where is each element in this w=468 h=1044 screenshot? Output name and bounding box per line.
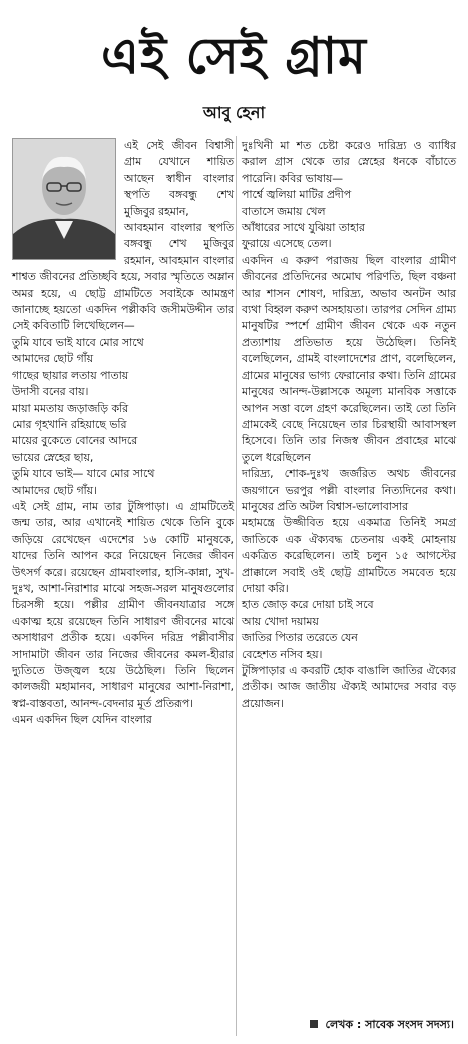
left-column [12, 138, 234, 729]
credit-text: সাবেক সংসদ সদস্য। [365, 1018, 454, 1031]
poem-line: ভায়ের স্নেহের ছায়, [12, 450, 94, 464]
paragraph: আবহমান বাংলার স্থপতি বঙ্গবন্ধু শেখ মুজিবুর রহমান, আবহমান বাংলার শাশ্বত জীবনের প্রতিচ্ছবি হয়ে, সবার স্মৃতিতে অম্লান অমর হয়ে, এ ছোট্ট গ্রামটিতে সবাইকে আমন্ত্রণ জানাচ্ছে হয়তো একদিন পল্লীকবি জসীমউদ্দীন তার সেই কবিতাটি লিখেছিলেন— [12, 221, 234, 333]
poem-line: আমাদের ছোট গাঁয় [12, 352, 94, 366]
poem-line: বাতাসে জমায় খেল [242, 204, 326, 218]
author-byline: আবু হেনা [202, 103, 266, 122]
paragraph: দারিদ্র্য, শোক-দুঃখ জর্জরিত অথচ জীবনের জয়গানে ভরপুর পল্লী বাংলার নিত্যদিনের কথা। মানুষের প্রতি অটল বিশ্বাস-ভালোবাসার [242, 467, 456, 513]
poem-line: হাত জোড় করে দোয়া চাই সবে [242, 598, 374, 612]
poem-line: আয় খোদা দয়াময় [242, 614, 319, 628]
paragraph: এমন একদিন ছিল যেদিন বাংলার [12, 713, 152, 727]
credit-label: লেখক : [325, 1018, 362, 1031]
poem-line: তুমি যাবে ভাই— যাবে মোর সাথে [12, 467, 155, 481]
poem-line: আমাদের ছোট গাঁয়। [12, 483, 97, 497]
poem-block-1 [12, 335, 234, 499]
author-credit [310, 1016, 454, 1035]
paragraph: এই সেই গ্রাম, নাম তার টুঙ্গিপাড়া। এ গ্রামটিতেই জন্ম তার, আর এখানেই শায়িত থেকে তিনি বুকে জড়িয়ে রেখেছেন এদেশের ১৬ কোটি মানুষকে, যাদের তিনি আপন করে নিয়েছেন নিজের জীবন উৎসর্গ করে। রয়েছেন গ্রামবাংলার, হাসি-কান্না, সুখ-দুঃখ, আশা-নিরাশার মাঝে সহজ-সরল মানুষগুলোর চিরসঙ্গী হয়ে। পল্লীর গ্রামীণ জীবনযাত্রার সঙ্গে একাত্ম হয়ে রয়েছেন তিনি সাধারণ জীবনের মাঝে অসাধারণ প্রতীক হয়ে। একদিন দরিদ্র পল্লীবাসীর সাদামাটা জীবন তার নিজের জীবনের কমল-হীরার দ্যুতিতে উজ্জ্বল হয়ে উঠেছিল। তিনি ছিলেন কালজয়ী মহামানব, সাধারণ মানুষের আশা-নিরাশা, স্বপ্ন-বাস্তবতা, আনন্দ-বেদনার মূর্ত প্রতিরূপ। [12, 499, 234, 710]
paragraph: একদিন এ করুণ পরাজয় ছিল বাংলার গ্রামীণ জীবনের প্রতিদিনের অমোঘ পরিণতি, ছিল বঞ্চনা আর শাসন শোষণ, দারিদ্র্য, অভাব অনটন আর ব্যথা বিহ্বল করুণ অসহায়তা। তারপর সেদিন গ্রাম্য মানুষটির স্পর্শে গ্রামীণ জীবন থেকে এক নতুন প্রত্যাশায় প্রতিভাত হয়ে উঠেছিল। তিনিই বলেছিলেন, গ্রামই বাংলাদেশের প্রাণ, বলেছিলেন, গ্রামের মানুষের ভাগ্য ফেরানোর কথা। তিনি গ্রামের মানুষের আনন্দ-উল্লাসকে অমূল্য মানবিক সত্তাকে আপন সত্তা বলে গ্রহণ করেছিলেন। তাই তো তিনি গ্রামকেই বেছে নিয়েছেন তার চিরস্থায়ী আবাসস্থল হিসেবে। তিনি তার নিজস্ব জীবন প্রবাহের মাঝে তুলে ধরেছিলেন [242, 253, 456, 464]
poem-line: জাতির পিতার তরেতে যেন [242, 631, 358, 645]
paragraph: টুঙ্গিপাড়ার এ কবরটি হোক বাঙালি জাতির ঐক্যের প্রতীক। আজ জাতীয় ঐক্যই আমাদের সবার বড় প্রয়োজন। [242, 664, 456, 710]
poem-line: ফুরায়ে এসেছে তেল। [242, 237, 332, 251]
article-title: এই সেই গ্রাম [101, 27, 367, 85]
paragraph: মহামন্ত্রে উজ্জীবিত হয়ে একমাত্র তিনিই সমগ্র জাতিকে এক ঐক্যবদ্ধ চেতনায় একই মোহনায় একত্রিত করেছিলেন। তাই চলুন ১৫ আগস্টের প্রাক্কালে সবাই ওই ছোট্ট গ্রামটিতে সমবেত হয়ে দোয়া করি। [242, 516, 456, 595]
author-photo [12, 138, 116, 260]
square-bullet-icon [310, 1020, 318, 1028]
poem-line: তুমি যাবে ভাই যাবে মোর সাথে [12, 335, 144, 349]
poem-line: বেহেশত নসিব হয়। [242, 647, 323, 661]
column-divider [236, 136, 237, 1036]
poem-block-3 [242, 597, 456, 663]
poem-line: গাছের ছায়ার লতায় পাতায় [12, 368, 129, 382]
poem-line: আঁধারের সাথে যুঝিয়া তাহার [242, 221, 365, 235]
paragraph: দুঃখিনী মা শত চেষ্টা করেও দারিদ্র্য ও ব্যাধির করাল গ্রাস থেকে তার স্নেহের ধনকে বাঁচাতে পারেনি। কবির ভাষায়— [242, 139, 456, 185]
poem-line: মায়ের বুকেতে বোনের আদরে [12, 434, 138, 448]
poem-block-2 [242, 187, 456, 253]
intro-text: এই সেই জীবন বিশ্বাসী গ্রাম যেখানে শায়িত আছেন স্বাধীন বাংলার স্থপতি বঙ্গবন্ধু শেখ মুজিবুর রহমান, [124, 139, 234, 218]
right-column [242, 138, 456, 712]
poem-line: মায়া মমতায় জড়াজড়ি করি [12, 401, 129, 415]
poem-line: উদাসী বনের বায়। [12, 385, 89, 399]
poem-line: পার্শ্বে জ্বলিয়া মাটির প্রদীপ [242, 188, 352, 202]
poem-line: মোর গৃহখানি রহিয়াছে ভরি [12, 417, 127, 431]
